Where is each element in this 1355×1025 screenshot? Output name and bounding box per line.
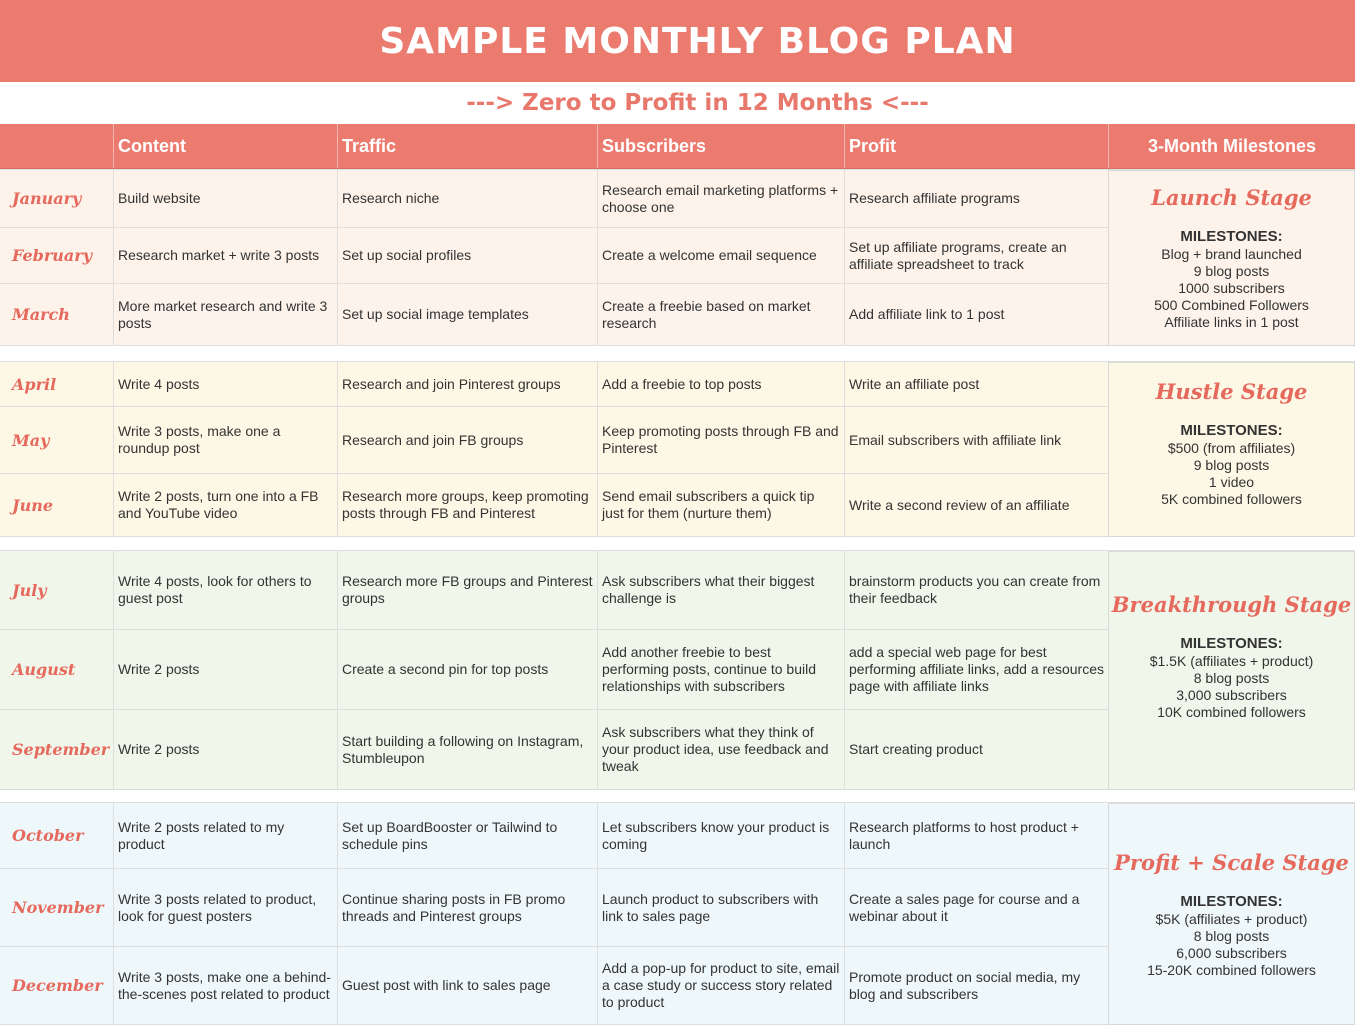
milestone-item: 3,000 subscribers [1176, 687, 1287, 703]
month-label: December [12, 976, 103, 995]
month-label: March [12, 305, 70, 324]
page-subtitle: ---> Zero to Profit in 12 Months <--- [466, 90, 929, 116]
content-cell: Write 3 posts related to product, look for guest posters [113, 869, 337, 946]
month-label: February [12, 246, 93, 265]
table-row [0, 474, 1108, 537]
stage-title: Profit + Scale Stage [1114, 850, 1349, 875]
milestone-item: Blog + brand launched [1161, 246, 1302, 262]
traffic-cell: Research more FB groups and Pinterest groups [337, 551, 597, 629]
traffic-cell: Research niche [337, 170, 597, 227]
content-cell: Write 2 posts [113, 710, 337, 789]
content-cell: Write 3 posts, make one a behind-the-scenes post related to product [113, 947, 337, 1024]
milestone-item: 500 Combined Followers [1154, 297, 1309, 313]
content-cell: Write 4 posts [113, 362, 337, 406]
subscribers-cell: Launch product to subscribers with link to sales page [597, 869, 844, 946]
milestone-item: 5K combined followers [1161, 491, 1302, 507]
content-cell: Write 2 posts [113, 630, 337, 709]
milestone-item: 9 blog posts [1193, 263, 1270, 279]
month-label: April [12, 374, 57, 394]
content-cell: Write 4 posts, look for others to guest post [113, 551, 337, 629]
content-cell: Write 2 posts, turn one into a FB and YouTube video [113, 474, 337, 536]
subscribers-cell: Let subscribers know your product is coming [597, 803, 844, 868]
month-label: May [12, 430, 50, 450]
month-label: June [12, 495, 54, 515]
milestone-item: 1 video [1208, 474, 1255, 490]
milestone-item: $500 (from affiliates) [1167, 440, 1296, 456]
stage-title: Launch Stage [1151, 185, 1312, 210]
milestone-panel [1108, 170, 1355, 346]
subscribers-cell: Ask subscribers what their biggest challenge is [597, 551, 844, 629]
traffic-cell: Research and join Pinterest groups [337, 362, 597, 406]
month-label: January [12, 189, 82, 208]
profit-cell: Create a sales page for course and a webinar about it [844, 869, 1108, 946]
table-row [0, 284, 1108, 346]
traffic-cell: Start building a following on Instagram, Stumbleupon [337, 710, 597, 789]
profit-cell: Start creating product [844, 710, 1108, 789]
milestone-item: Affiliate links in 1 post [1164, 314, 1299, 330]
table-row [0, 803, 1108, 869]
profit-cell: Research affiliate programs [844, 170, 1108, 227]
stage-section [0, 361, 1355, 537]
header-month [0, 124, 113, 168]
milestone-item: 8 blog posts [1193, 670, 1270, 686]
profit-cell: Add affiliate link to 1 post [844, 284, 1108, 345]
milestone-item: 6,000 subscribers [1176, 945, 1287, 961]
subscribers-cell: Add a pop-up for product to site, email a case study or success story related to product [597, 947, 844, 1024]
milestone-panel [1108, 803, 1355, 1025]
milestone-item: 1000 subscribers [1178, 280, 1285, 296]
milestone-panel [1108, 362, 1355, 537]
subscribers-cell: Add another freebie to best performing posts, continue to build relationships with subscribers [597, 630, 844, 709]
traffic-cell: Research more groups, keep promoting posts through FB and Pinterest [337, 474, 597, 536]
subscribers-cell: Create a freebie based on market research [597, 284, 844, 345]
month-label: July [12, 580, 47, 600]
table-row [0, 869, 1108, 947]
content-cell: Build website [113, 170, 337, 227]
month-label: November [12, 898, 104, 917]
milestone-item: $1.5K (affiliates + product) [1149, 653, 1314, 669]
table-row [0, 551, 1108, 630]
content-cell: More market research and write 3 posts [113, 284, 337, 345]
traffic-cell: Create a second pin for top posts [337, 630, 597, 709]
stage-section [0, 802, 1355, 1025]
table-row [0, 170, 1108, 228]
stage-title: Breakthrough Stage [1111, 592, 1352, 617]
table-row [0, 228, 1108, 284]
stage-section [0, 169, 1355, 346]
header-profit: Profit [844, 124, 1108, 168]
table-row [0, 407, 1108, 474]
milestone-item: 10K combined followers [1157, 704, 1306, 720]
milestones-label: MILESTONES: [1180, 422, 1283, 439]
traffic-cell: Set up social image templates [337, 284, 597, 345]
header-content: Content [113, 124, 337, 168]
subscribers-cell: Send email subscribers a quick tip just for them (nurture them) [597, 474, 844, 536]
traffic-cell: Continue sharing posts in FB promo threads and Pinterest groups [337, 869, 597, 946]
table-row [0, 947, 1108, 1025]
header-traffic: Traffic [337, 124, 597, 168]
subscribers-cell: Keep promoting posts through FB and Pinterest [597, 407, 844, 473]
profit-cell: add a special web page for best performing affiliate links, add a resources page with affiliate links [844, 630, 1108, 709]
subscribers-cell: Add a freebie to top posts [597, 362, 844, 406]
subscribers-cell: Ask subscribers what they think of your product idea, use feedback and tweak [597, 710, 844, 789]
header-subscribers: Subscribers [597, 124, 844, 168]
content-cell: Research market + write 3 posts [113, 228, 337, 283]
milestone-item: 8 blog posts [1193, 928, 1270, 944]
subscribers-cell: Create a welcome email sequence [597, 228, 844, 283]
table-row [0, 362, 1108, 407]
content-cell: Write 3 posts, make one a roundup post [113, 407, 337, 473]
month-label: October [12, 826, 84, 845]
profit-cell: Write a second review of an affiliate [844, 474, 1108, 536]
milestones-label: MILESTONES: [1180, 635, 1283, 652]
profit-cell: Write an affiliate post [844, 362, 1108, 406]
milestone-item: $5K (affiliates + product) [1155, 911, 1308, 927]
milestones-label: MILESTONES: [1180, 228, 1283, 245]
milestone-panel [1108, 551, 1355, 790]
milestone-item: 15-20K combined followers [1147, 962, 1316, 978]
profit-cell: Set up affiliate programs, create an affiliate spreadsheet to track [844, 228, 1108, 283]
profit-cell: Research platforms to host product + launch [844, 803, 1108, 868]
milestone-item: 9 blog posts [1193, 457, 1270, 473]
stage-section [0, 550, 1355, 790]
table-row [0, 630, 1108, 710]
profit-cell: Email subscribers with affiliate link [844, 407, 1108, 473]
month-label: August [12, 660, 76, 679]
table-header [0, 124, 1355, 169]
traffic-cell: Guest post with link to sales page [337, 947, 597, 1024]
milestones-label: MILESTONES: [1180, 893, 1283, 910]
subscribers-cell: Research email marketing platforms + choose one [597, 170, 844, 227]
page-title: SAMPLE MONTHLY BLOG PLAN [379, 20, 1016, 62]
title-banner [0, 0, 1355, 82]
profit-cell: brainstorm products you can create from their feedback [844, 551, 1108, 629]
table-row [0, 710, 1108, 790]
stage-title: Hustle Stage [1155, 379, 1308, 404]
content-cell: Write 2 posts related to my product [113, 803, 337, 868]
traffic-cell: Set up BoardBooster or Tailwind to schedule pins [337, 803, 597, 868]
profit-cell: Promote product on social media, my blog and subscribers [844, 947, 1108, 1024]
month-label: September [12, 740, 110, 759]
traffic-cell: Research and join FB groups [337, 407, 597, 473]
traffic-cell: Set up social profiles [337, 228, 597, 283]
header-milestones: 3-Month Milestones [1108, 124, 1355, 168]
